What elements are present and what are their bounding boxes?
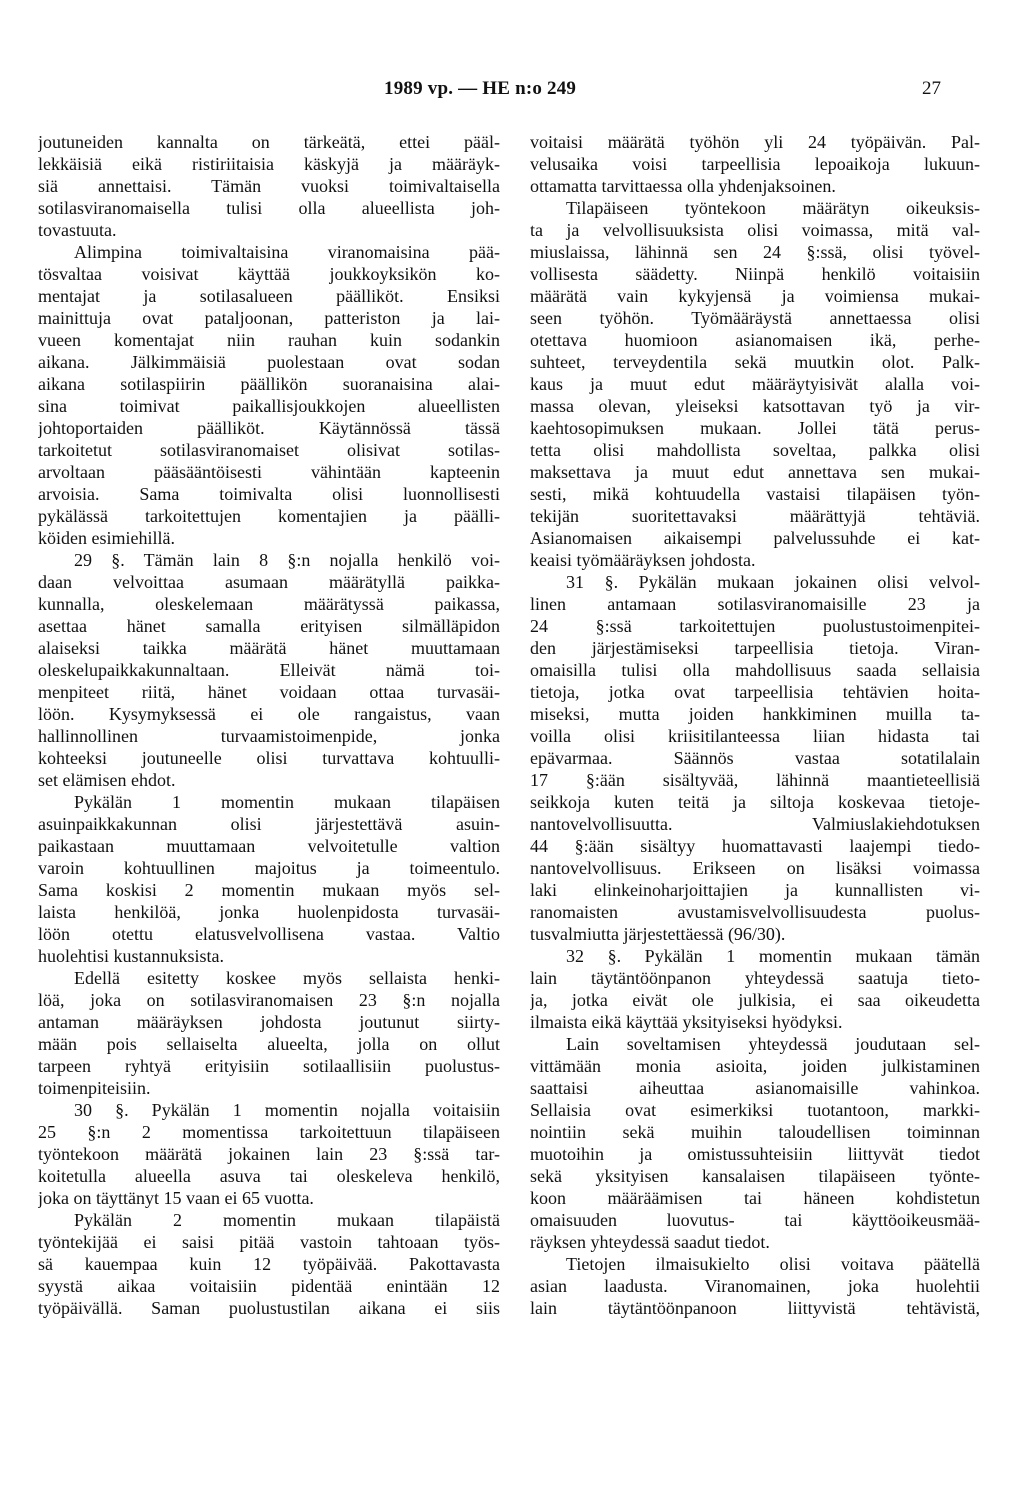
text-line: Alimpina toimivaltaisina viranomaisina pää- [74, 242, 500, 262]
text-line: omaisuuden luovutus- tai käyttöoikeusmää- [530, 1210, 980, 1230]
text-line: siä annettaisi. Tämän vuoksi toimivaltaisella [38, 176, 500, 196]
text-line: suhteet, terveydentila sekä muutkin olot. Palk- [530, 352, 980, 372]
text-line: menpiteet riitä, hänet voidaan ottaa turvasäi- [38, 682, 500, 702]
text-line: epävarmaa. Säännös vastaa sotatilalain [530, 748, 980, 768]
text-line: voilla olisi kriisitilanteessa liian hidasta tai [530, 726, 980, 746]
text-line: sä kauempaa kuin 12 työpäivää. Pakottavasta [38, 1254, 500, 1274]
text-line: miuslaissa, lähinnä sen 24 §:ssä, olisi työvel- [530, 242, 980, 262]
text-line: ja, jotka eivät ole julkisia, ei saa oikeudetta [530, 990, 980, 1010]
right-text-column [530, 131, 980, 1319]
text-line: syystä aikaa voitaisiin pidentää enintään 12 [38, 1276, 500, 1296]
text-line: omaisilla tulisi olla mahdollisuus saada sellaisia [530, 660, 980, 680]
text-line: nantovelvollisuutta. Valmiuslakiehdotuksen [530, 814, 980, 834]
text-line: maksettava ja muut edut annettava sen mukai- [530, 462, 980, 482]
text-line: mainittuja ovat pataljoonan, patteriston ja lai- [38, 308, 500, 328]
text-line: 17 §:ään sisältyvää, lähinnä maantieteellisiä [530, 770, 980, 790]
text-line: arvoltaan pääsääntöisesti vähintään kapteenin [38, 462, 500, 482]
text-line: ilmaista eikä käyttää yksityiseksi hyödyksi. [530, 1012, 843, 1032]
text-line: sotilasviranomaisella tulisi olla alueellista joh- [38, 198, 500, 218]
text-line: lain täytäntöönpanon yhteydessä saatuja tieto- [530, 968, 980, 988]
text-line: 24 §:ssä tarkoitettujen puolustustoimenpitei- [530, 616, 980, 636]
text-line: alaiseksi taikka määrätä hänet muuttamaan [38, 638, 500, 658]
text-line: Edellä esitetty koskee myös sellaista henki- [74, 968, 500, 988]
text-line: vollisesta säädetty. Niinpä henkilö voitaisiin [530, 264, 980, 284]
text-line: 31 §. Pykälän mukaan jokainen olisi velvol- [566, 572, 980, 592]
text-line: keaisi työmääräyksen johdosta. [530, 550, 756, 570]
text-line: seikkoja kuten teitä ja siltoja koskevaa tietoje- [530, 792, 980, 812]
text-line: joutuneiden kannalta on tärkeätä, ettei pääl- [38, 132, 500, 152]
text-line: tietoja, jotka ovat tarpeellisia tehtävien hoita- [530, 682, 980, 702]
text-line: lain täytäntöönpanoon liittyvistä tehtävistä, [530, 1298, 980, 1318]
text-line: laki elinkeinoharjoittajien ja kunnallisten vi- [530, 880, 980, 900]
text-line: ta ja velvollisuuksista olisi voimassa, mitä val- [530, 220, 980, 240]
text-line: 44 §:ään sisältyy huomattavasti laajempi tiedo- [530, 836, 980, 856]
text-line: löön otettu elatusvelvollisena vastaa. Valtio [38, 924, 500, 944]
text-line: määrätä vain kykyjensä ja voimiensa mukai- [530, 286, 980, 306]
text-line: tösvaltaa voisivat käyttää joukkoyksikön ko- [38, 264, 500, 284]
text-line: 30 §. Pykälän 1 momentin nojalla voitaisiin [74, 1100, 500, 1120]
text-line: kaus ja muut edut määräytyisivät alalla voi- [530, 374, 980, 394]
left-text-column [38, 131, 500, 1319]
text-line: saattaisi aiheuttaa asianomaisille vahinkoa. [530, 1078, 980, 1098]
running-header [0, 78, 1024, 106]
text-line: Lain soveltamisen yhteydessä joudutaan sel- [566, 1034, 980, 1054]
text-line: pykälässä tarkoitettujen komentajien ja päälli- [38, 506, 500, 526]
text-line: mentajat ja sotilasalueen päälliköt. Ensiksi [38, 286, 500, 306]
text-line: köiden esimiehillä. [38, 528, 175, 548]
text-line: Tilapäiseen työntekoon määrätyn oikeuksis- [566, 198, 980, 218]
text-line: johtoportaiden päälliköt. Käytännössä tässä [38, 418, 500, 438]
text-line: 32 §. Pykälän 1 momentin mukaan tämän [566, 946, 980, 966]
text-line: joka on täyttänyt 15 vaan ei 65 vuotta. [38, 1188, 314, 1208]
text-line: hallinnollinen turvaamistoimenpide, jonka [38, 726, 500, 746]
text-line: aikana. Jälkimmäisiä puolestaan ovat sodan [38, 352, 500, 372]
text-line: aikana sotilaspiirin päällikön suoranaisina alai- [38, 374, 500, 394]
text-line: ranomaisten avustamisvelvollisuudesta puolus- [530, 902, 980, 922]
text-line: tovastuuta. [38, 220, 117, 240]
text-line: laista henkilöä, jonka huolenpidosta turvasäi- [38, 902, 500, 922]
text-line: sina toimivat paikallisjoukkojen alueellisten [38, 396, 500, 416]
text-line: kunnalla, oleskelemaan määrätyssä paikassa, [38, 594, 500, 614]
text-line: massa olevan, yleiseksi katsottavan työ ja vir- [530, 396, 980, 416]
text-line: räyksen yhteydessä saadut tiedot. [530, 1232, 770, 1252]
text-line: tusvalmiutta järjestettäessä (96/30). [530, 924, 786, 944]
text-line: työntekoon määrätä jokainen lain 23 §:ssä tar- [38, 1144, 500, 1164]
text-line: asian laadusta. Viranomainen, joka huolehtii [530, 1276, 980, 1296]
text-line: Tietojen ilmaisukielto olisi voitava päätellä [566, 1254, 980, 1274]
text-line: nantovelvollisuus. Erikseen on lisäksi voimassa [530, 858, 980, 878]
text-line: paikastaan muuttamaan velvoitetulle valtion [38, 836, 500, 856]
text-line: antaman määräyksen johdosta joutunut siirty- [38, 1012, 500, 1032]
text-line: tarkoitetut sotilasviranomaiset olisivat sotilas- [38, 440, 500, 460]
text-line: asuinpaikkakunnan olisi järjestettävä asuin- [38, 814, 500, 834]
text-line: Pykälän 2 momentin mukaan tilapäistä [74, 1210, 500, 1230]
text-line: koitetulla alueella asuva tai oleskeleva henkilö, [38, 1166, 500, 1186]
text-line: toimenpiteisiin. [38, 1078, 151, 1098]
text-line: oleskelupaikkakunnaltaan. Elleivät nämä toi- [38, 660, 500, 680]
text-line: muotoihin ja omistussuhteisiin liittyvät tiedot [530, 1144, 980, 1164]
text-line: tarpeen ryhtyä erityisiin sotilaallisiin puolustus- [38, 1056, 500, 1076]
text-line: nointiin sekä muihin taloudellisen toiminnan [530, 1122, 980, 1142]
text-line: seen työhön. Työmääräystä annettaessa olisi [530, 308, 980, 328]
text-line: löön. Kysymyksessä ei ole rangaistus, vaan [38, 704, 500, 724]
text-line: kohteeksi joutuneelle olisi turvattava kohtuulli- [38, 748, 500, 768]
text-line: Sama koskisi 2 momentin mukaan myös sel- [38, 880, 500, 900]
text-line: mään pois sellaiselta alueelta, jolla on ollut [38, 1034, 500, 1054]
text-line: varoin kohtuullinen majoitus ja toimeentulo. [38, 858, 500, 878]
text-line: tetta olisi mahdollista soveltaa, palkka olisi [530, 440, 980, 460]
text-line: kaehtosopimuksen mukaan. Jollei tätä perus- [530, 418, 980, 438]
text-line: den järjestämiseksi tarpeellisia tietoja. Viran- [530, 638, 980, 658]
text-line: miseksi, mutta joiden hankkiminen muilla ta- [530, 704, 980, 724]
text-line: työpäivällä. Saman puolustustilan aikana ei siis [38, 1298, 500, 1318]
text-line: huolehtisi kustannuksista. [38, 946, 224, 966]
document-title: 1989 vp. — HE n:o 249 [384, 78, 577, 99]
text-line: 29 §. Tämän lain 8 §:n nojalla henkilö voi- [74, 550, 500, 570]
text-line: daan velvoittaa asumaan määrätyllä paikka- [38, 572, 500, 592]
text-line: lekkäisiä eikä ristiriitaisia käskyjä ja määräyk- [38, 154, 500, 174]
text-line: ottamatta tarvittaessa olla yhdenjaksoinen. [530, 176, 836, 196]
text-line: asettaa hänet samalla erityisen silmälläpidon [38, 616, 500, 636]
text-line: velusaika voisi tarpeellisia lepoaikoja lukuun- [530, 154, 980, 174]
text-line: työntekijää ei saisi pitää vastoin tahtoaan työs- [38, 1232, 500, 1252]
text-line: arvoisia. Sama toimivalta olisi luonnollisesti [38, 484, 500, 504]
text-line: vittämään monia asioita, joiden julkistaminen [530, 1056, 980, 1076]
text-line: sesti, mikä kohtuudella vastaisi tilapäisen työn- [530, 484, 980, 504]
text-line: linen antamaan sotilasviranomaisille 23 ja [530, 594, 980, 614]
text-line: set elämisen ehdot. [38, 770, 176, 790]
text-line: löä, joka on sotilasviranomaisen 23 §:n nojalla [38, 990, 500, 1010]
text-line: koon määräämisen tai häneen kohdistetun [530, 1188, 980, 1208]
text-line: vueen komentajat niin rauhan kuin sodankin [38, 330, 500, 350]
text-line: otettava huomioon asianomaisen ikä, perhe- [530, 330, 980, 350]
text-line: Sellaisia ovat esimerkiksi tuotantoon, markki- [530, 1100, 980, 1120]
text-line: Asianomaisen aikaisempi palvelussuhde ei kat- [530, 528, 980, 548]
text-line: sekä yksityisen kansalaisen tilapäiseen työnte- [530, 1166, 980, 1186]
page-number: 27 [922, 78, 941, 99]
text-line: tekijän suoritettavaksi määrättyjä tehtäviä. [530, 506, 980, 526]
text-line: voitaisi määrätä työhön yli 24 työpäivän. Pal- [530, 132, 980, 152]
text-line: Pykälän 1 momentin mukaan tilapäisen [74, 792, 500, 812]
text-line: 25 §:n 2 momentissa tarkoitettuun tilapäiseen [38, 1122, 500, 1142]
